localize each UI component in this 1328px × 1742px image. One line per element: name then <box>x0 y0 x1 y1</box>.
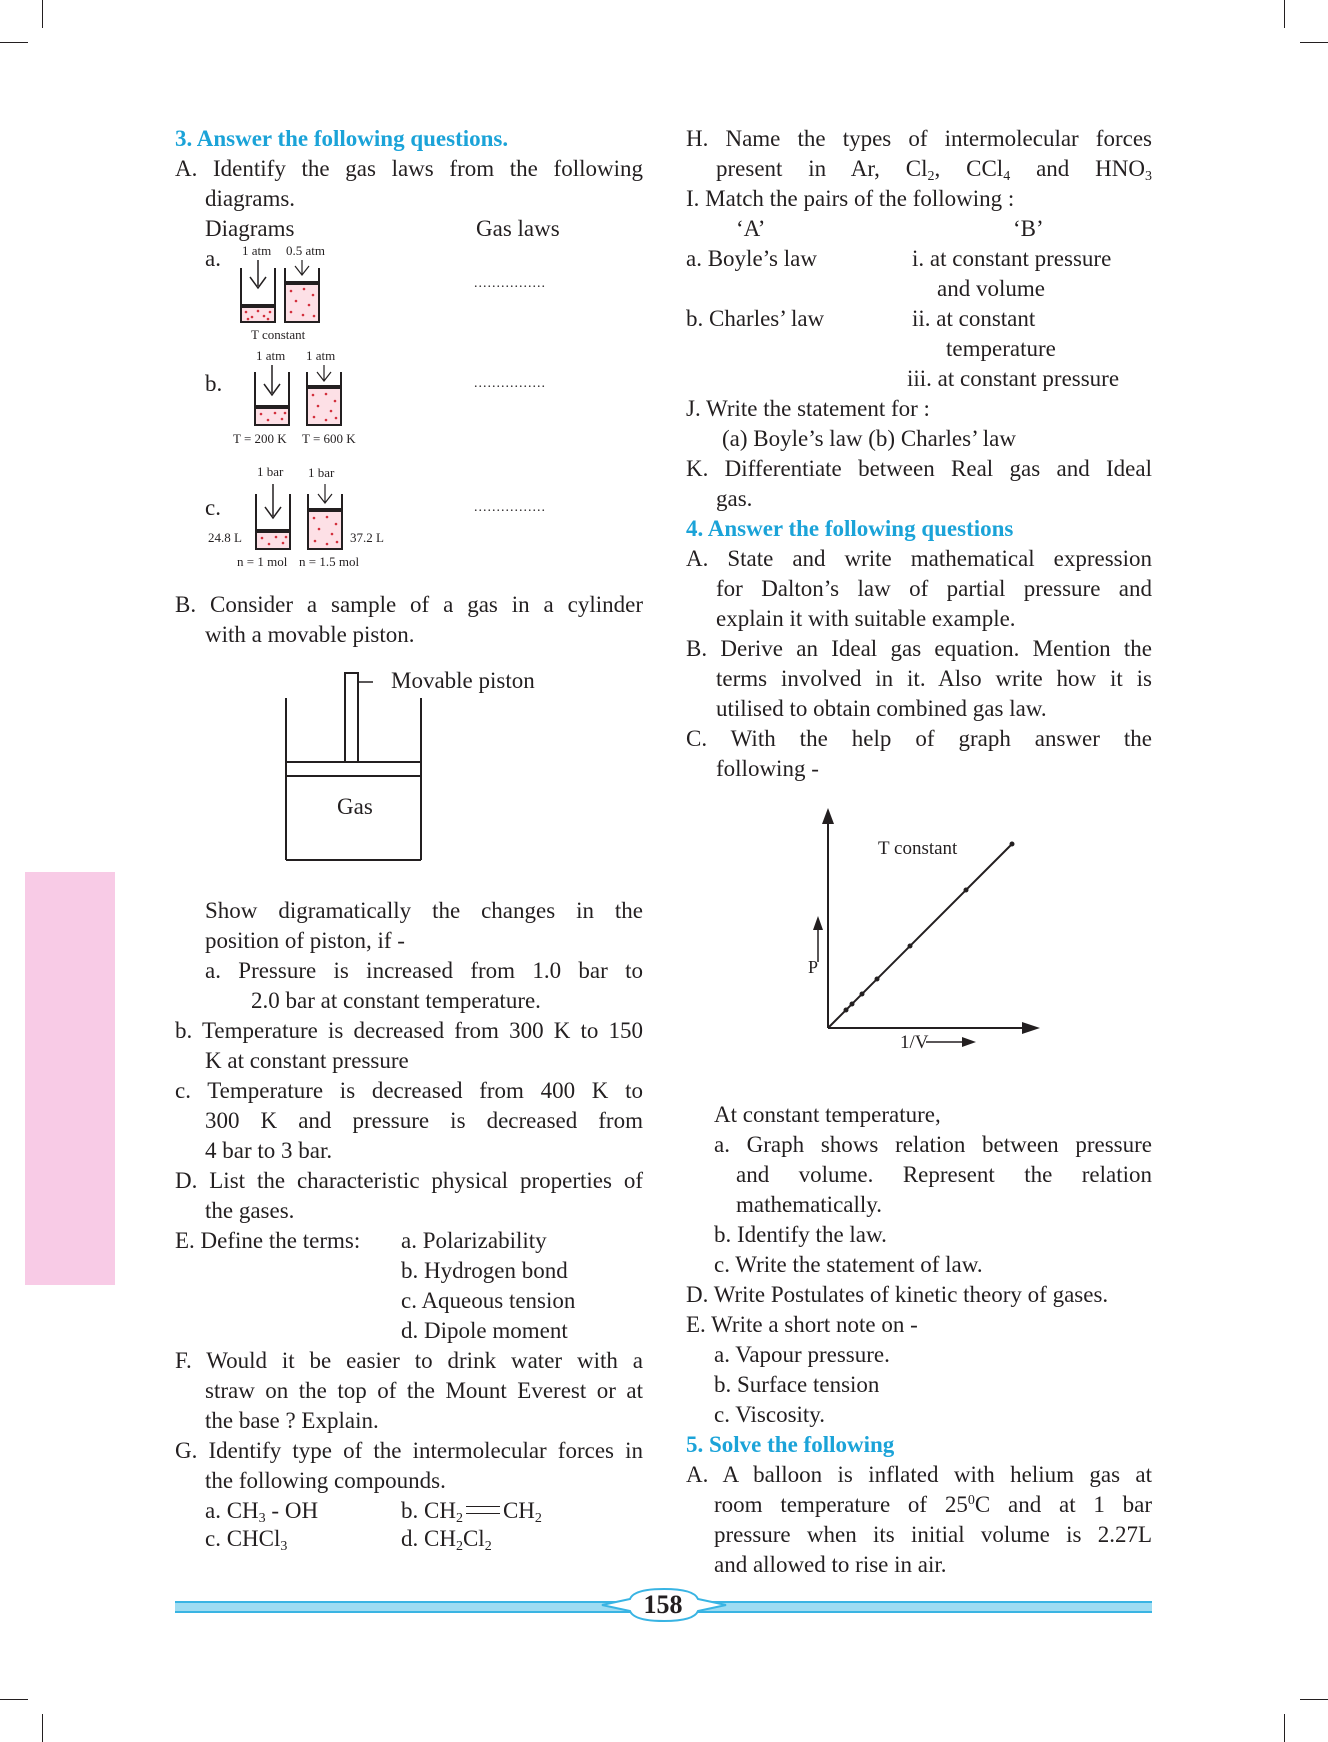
gas-label: Gas <box>337 794 373 819</box>
sub-question-b: b. Temperature is decreased from 300 K to 150 <box>175 1018 643 1043</box>
crop-mark <box>42 1714 43 1742</box>
right-column <box>686 124 1152 1580</box>
crop-mark <box>1284 1714 1285 1742</box>
graph-context: At constant temperature, <box>714 1102 941 1127</box>
question-4c: C. With the help of graph answer the <box>686 726 1152 751</box>
question-4a-cont: explain it with suitable example. <box>716 606 1016 631</box>
term-item: d. Dipole moment <box>401 1318 568 1343</box>
note-item: b. Surface tension <box>714 1372 880 1397</box>
crop-mark <box>1300 42 1328 43</box>
compound-list <box>175 1496 643 1556</box>
y-axis-label: P <box>808 957 819 977</box>
graph-question-a-cont: mathematically. <box>736 1192 883 1217</box>
question-3a: A. Identify the gas laws from the following <box>175 156 643 181</box>
question-3k-cont: gas. <box>716 486 753 511</box>
match-item-a: a. Boyle’s law <box>686 246 817 271</box>
piston-cylinder-diagram <box>285 672 445 862</box>
cylinder-b2 <box>307 365 341 425</box>
compound-d: d. $CH_2Cl_2$ <box>401 1526 492 1554</box>
answer-blank-a: ................ <box>474 276 546 291</box>
row-label-a: a. <box>205 246 221 271</box>
question-3j-cont: (a) Boyle’s law (b) Charles’ law <box>722 426 1017 451</box>
compound-c: c. CHCl$_3$ <box>205 1526 288 1554</box>
pressure-label: 1 atm <box>242 243 272 258</box>
question-3a-cont: diagrams. <box>205 186 296 211</box>
question-5a-cont: room temperature of $25^0C$ and at 1 bar <box>714 1492 1153 1517</box>
graph-question-b: b. Identify the law. <box>714 1222 887 1247</box>
note-item: c. Viscosity. <box>714 1402 826 1427</box>
question-3e-prefix: E. Define the terms: <box>175 1228 361 1253</box>
term-item: a. Polarizability <box>401 1228 547 1253</box>
match-option-ii-cont: temperature <box>946 336 1056 361</box>
section-heading-4: 4. Answer the following questions <box>686 516 1014 541</box>
question-4a: A. State and write mathematical expression <box>686 546 1152 571</box>
pressure-label: 1 bar <box>257 464 284 479</box>
match-col-a-header: ‘A’ <box>736 216 766 241</box>
sub-question-c-cont: 4 bar to 3 bar. <box>205 1138 333 1163</box>
answer-blank-c: ................ <box>474 500 546 515</box>
gas-law-diagrams <box>175 244 643 590</box>
question-3e <box>175 1226 643 1346</box>
section-heading-3: 3. Answer the following questions. <box>175 126 509 151</box>
crop-mark <box>1300 1699 1328 1700</box>
compound-b: b. $CH_2$ $CH_2$ <box>401 1498 542 1526</box>
answer-blank-b: ................ <box>474 376 546 391</box>
section-heading-5: 5. Solve the following <box>686 1432 895 1457</box>
question-4a-cont: for Dalton’s law of partial pressure and <box>716 576 1152 601</box>
question-4b: B. Derive an Ideal gas equation. Mention the <box>686 636 1152 661</box>
sub-question-c: c. Temperature is decreased from 400 K to <box>175 1078 643 1103</box>
question-3f-cont: straw on the top of the Mount Everest or at <box>205 1378 643 1403</box>
sub-question-a-cont: 2.0 bar at constant temperature. <box>251 988 541 1013</box>
cylinder-c1 <box>256 484 290 549</box>
question-3b: B. Consider a sample of a gas in a cylinder <box>175 592 643 617</box>
crop-mark <box>1284 0 1285 28</box>
piston-figure <box>175 650 643 896</box>
cylinder-b1 <box>255 365 289 425</box>
pressure-label: 1 atm <box>306 348 336 363</box>
crop-mark <box>42 0 43 28</box>
condition-label: T constant <box>251 327 306 342</box>
question-3j: J. Write the statement for : <box>686 396 930 421</box>
question-3b-cont: with a movable piston. <box>205 622 415 647</box>
show-instruction: Show digramatically the changes in the <box>205 898 643 923</box>
cylinder-a1 <box>241 260 275 322</box>
page-number: 158 <box>643 1590 683 1619</box>
question-3i: I. Match the pairs of the following : <box>686 186 1015 211</box>
col-gas-laws: Gas laws <box>476 216 560 241</box>
match-col-b-header: ‘B’ <box>1013 216 1044 241</box>
match-option-i-cont: and volume <box>937 276 1045 301</box>
show-instruction-cont: position of piston, if - <box>205 928 405 953</box>
question-3g: G. Identify type of the intermolecular forces in <box>175 1438 643 1463</box>
question-5a-cont: and allowed to rise in air. <box>714 1552 947 1577</box>
volume-label: 37.2 L <box>350 530 384 545</box>
footer-band-left <box>175 1601 630 1613</box>
left-column <box>175 124 643 1556</box>
sub-question-c-cont: 300 K and pressure is decreased from <box>205 1108 643 1133</box>
question-3f-cont: the base ? Explain. <box>205 1408 379 1433</box>
question-3d-cont: the gases. <box>205 1198 295 1223</box>
row-label-b: b. <box>205 371 223 396</box>
x-axis-label: 1/V <box>900 1032 929 1053</box>
crop-mark <box>0 42 28 43</box>
cylinder-a2 <box>285 260 319 322</box>
question-4b-cont: terms involved in it. Also write how it is <box>716 666 1152 691</box>
table-header <box>175 214 643 244</box>
question-3f: F. Would it be easier to drink water with a <box>175 1348 643 1373</box>
match-option-i: i. at constant pressure <box>912 246 1112 271</box>
graph-question-a: a. Graph shows relation between pressure <box>714 1132 1152 1157</box>
graph-question-a-cont: and volume. Represent the relation <box>736 1162 1152 1187</box>
pv-graph <box>686 784 1152 1100</box>
compound-a: a. $CH_3$ - OH <box>205 1498 319 1526</box>
sub-question-a: a. Pressure is increased from 1.0 bar to <box>205 958 643 983</box>
double-bond-icon <box>466 1506 500 1514</box>
match-item-b: b. Charles’ law <box>686 306 825 331</box>
cylinder-diagrams <box>208 243 390 590</box>
cylinder-c2 <box>308 484 342 549</box>
question-4e: E. Write a short note on - <box>686 1312 918 1337</box>
note-item: a. Vapour pressure. <box>714 1342 890 1367</box>
term-item: c. Aqueous tension <box>401 1288 576 1313</box>
question-3d: D. List the characteristic physical properties of <box>175 1168 643 1193</box>
col-diagrams: Diagrams <box>205 216 295 241</box>
movable-piston-label: Movable piston <box>391 668 535 693</box>
row-label-c: c. <box>205 495 221 520</box>
match-option-iii: iii. at constant pressure <box>907 366 1120 391</box>
temperature-label: T = 200 K <box>233 431 287 446</box>
side-tab <box>25 872 115 1285</box>
crop-mark <box>0 1699 28 1700</box>
footer-band-right <box>696 1601 1152 1613</box>
volume-label: 24.8 L <box>208 530 242 545</box>
moles-label: n = 1 mol <box>237 554 288 569</box>
question-4c-cont: following - <box>716 756 819 781</box>
question-3g-cont: the following compounds. <box>205 1468 446 1493</box>
pressure-label: 0.5 atm <box>286 243 325 258</box>
match-option-ii: ii. at constant <box>912 306 1036 331</box>
term-item: b. Hydrogen bond <box>401 1258 568 1283</box>
pressure-label: 1 atm <box>256 348 286 363</box>
sub-question-b-cont: K at constant pressure <box>205 1048 409 1073</box>
question-3h-cont: present in Ar, $Cl_2$, CCl$_4$ and $HNO_3$ <box>716 156 1152 184</box>
graph-annotation: T constant <box>878 838 958 859</box>
question-3h: H. Name the types of intermolecular forces <box>686 126 1152 151</box>
pressure-label: 1 bar <box>308 465 335 480</box>
question-4d: D. Write Postulates of kinetic theory of gases. <box>686 1282 1109 1307</box>
graph-question-c: c. Write the statement of law. <box>714 1252 983 1277</box>
question-4b-cont: utilised to obtain combined gas law. <box>716 696 1047 721</box>
question-3k: K. Differentiate between Real gas and Ideal <box>686 456 1152 481</box>
question-5a: A. A balloon is inflated with helium gas at <box>686 1462 1152 1487</box>
temperature-label: T = 600 K <box>302 431 356 446</box>
question-5a-cont: pressure when its initial volume is 2.27L <box>714 1522 1152 1547</box>
match-table <box>686 214 1152 394</box>
moles-label: n = 1.5 mol <box>299 554 360 569</box>
